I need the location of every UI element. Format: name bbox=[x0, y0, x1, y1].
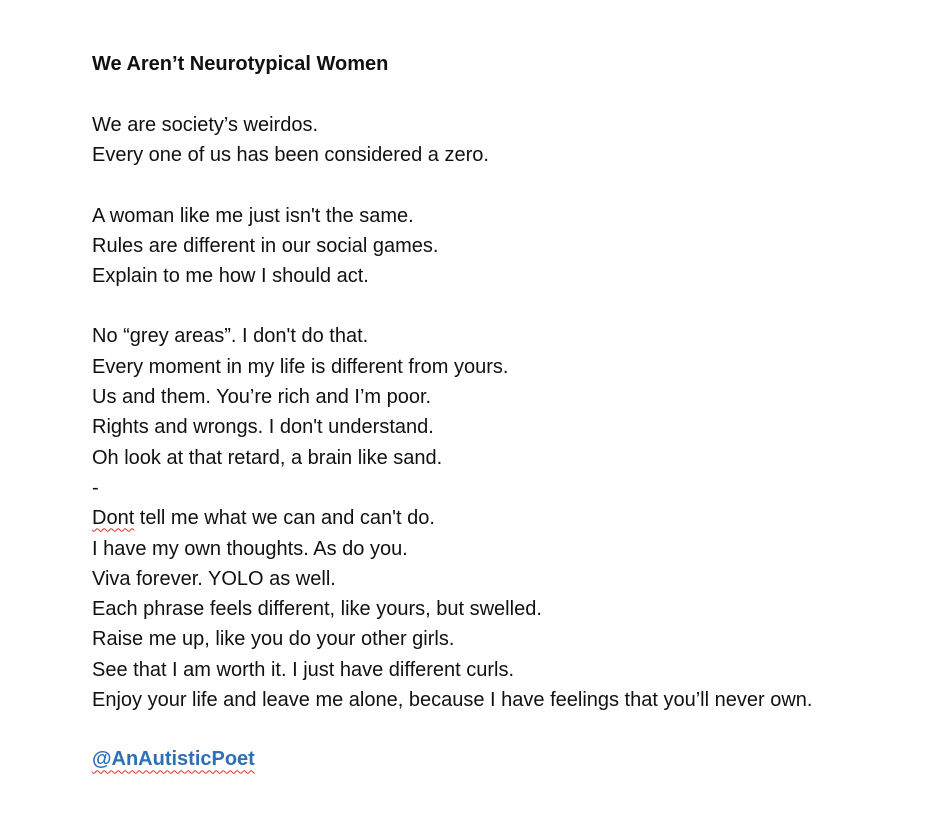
author-handle-text: @AnAutisticPoet bbox=[92, 748, 255, 771]
stanza-2 bbox=[92, 201, 932, 292]
poem-line bbox=[92, 503, 932, 533]
stanza-3 bbox=[92, 321, 932, 503]
stanza-separator: - bbox=[92, 476, 99, 499]
poem-line-text: tell me what we can and can't do. bbox=[134, 507, 435, 530]
poem-line: Raise me up, like you do your other girls. bbox=[92, 628, 455, 651]
poem-title: We Aren’t Neurotypical Women bbox=[92, 53, 389, 75]
poem-line: Explain to me how I should act. bbox=[92, 265, 369, 288]
poem-line: We are society’s weirdos. bbox=[92, 114, 319, 136]
poem-line: Every moment in my life is different from yours. bbox=[92, 355, 509, 378]
poem-line: No “grey areas”. I don't do that. bbox=[92, 325, 369, 348]
author-handle bbox=[92, 745, 932, 773]
stanza-1 bbox=[92, 110, 932, 171]
poem-line: Each phrase feels different, like yours, but swelled. bbox=[92, 598, 542, 621]
poem-line: Every one of us has been considered a zero. bbox=[92, 144, 489, 167]
poem-line: See that I am worth it. I just have different curls. bbox=[92, 658, 515, 681]
poem-line: Rights and wrongs. I don't understand. bbox=[92, 416, 434, 439]
document-page bbox=[92, 50, 932, 773]
stanza-4 bbox=[92, 503, 932, 715]
misspelled-word: Dont bbox=[92, 507, 135, 530]
poem-line: A woman like me just isn't the same. bbox=[92, 204, 414, 227]
poem-line: Us and them. You’re rich and I’m poor. bbox=[92, 386, 432, 409]
poem-line: I have my own thoughts. As do you. bbox=[92, 537, 408, 560]
poem-line: Oh look at that retard, a brain like sand. bbox=[92, 446, 443, 469]
poem-line: Rules are different in our social games. bbox=[92, 234, 439, 257]
poem-line: Enjoy your life and leave me alone, because I have feelings that you’ll never own. bbox=[92, 689, 813, 712]
poem-line: Viva forever. YOLO as well. bbox=[92, 567, 336, 590]
